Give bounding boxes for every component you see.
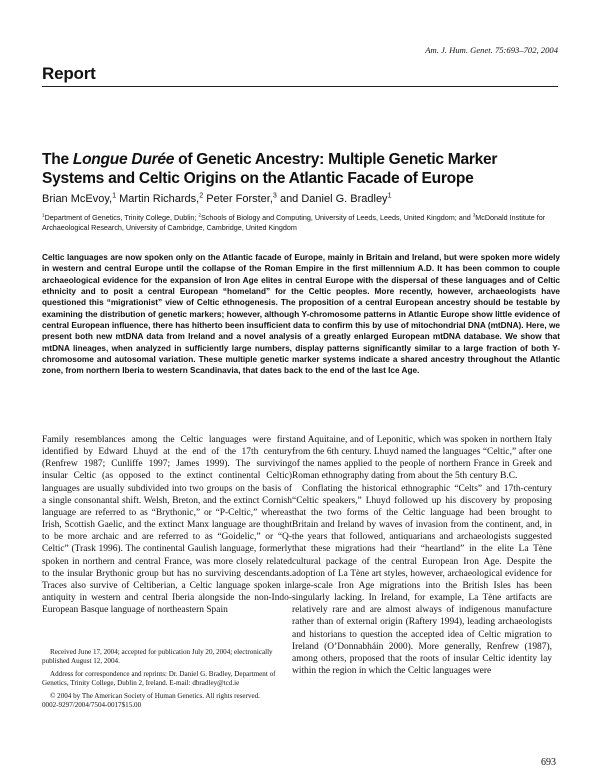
section-label: Report — [42, 64, 96, 83]
affiliation-text: McDonald Institute for Archaeological Research, University of Cambridge, Cambridge, United Kingdom — [42, 213, 546, 232]
author-name: Peter Forster, — [203, 193, 273, 205]
affiliations — [42, 213, 562, 233]
affiliation-mark: 1 — [42, 212, 45, 218]
author-name: Martin Richards, — [116, 193, 200, 205]
author-name: Brian McEvoy, — [42, 193, 113, 205]
title-italic: Longue Durée — [72, 151, 175, 168]
author-name: and Daniel G. Bradley — [276, 193, 388, 205]
body-column-left — [42, 434, 292, 616]
abstract: Celtic languages are now spoken only on the Atlantic facade of Europe, mainly in Britain and Ireland, but were spoken more widely in western and central Europe until the collapse of the Roman Empire in the first millennium A.D. It has been common to couple archaeological evidence for the expansion of Iron Age elites in central Europe with the dispersal of these languages and of Celtic ethnicity and to posit a central European “homeland” for the Celtic peoples. More recently, however, archaeologists have questioned this “migrationist” view of Celtic ethnogenesis. The proposition of a central European ancestry should be testable by examining the distribution of genetic markers; however, although Y-chromosome patterns in Atlantic Europe show little evidence of central European influence, there has hitherto been insufficient data to confirm this by use of mitochondrial DNA (mtDNA). Here, we present both new mtDNA data from Ireland and a novel analysis of a greatly enlarged European mtDNA database. We show that mtDNA lineages, when analyzed in sufficiently large numbers, display patterns significantly similar to a large fraction of both Y-chromosome and autosomal variation. These multiple genetic marker systems indicate a shared ancestry throughout the Atlantic zone, from northern Iberia to western Scandinavia, that dates back to the end of the last Ice Age. — [42, 253, 560, 376]
journal-reference: Am. J. Hum. Genet. 75:693–702, 2004 — [425, 45, 558, 55]
body-paragraph: Family resemblances among the Celtic languages were first identified by Edward Lhuyd at the end of the 17th century (Renfrew 1987; Cunliffe 1997; James 1999). The surviving insular Celtic (as opposed to the extinct continental Celtic) languages are usually subdivided into two groups on the basis of a single consonantal shift. Welsh, Breton, and the extinct Cornish language are referred to as “Brythonic,” or “P-Celtic,” whereas Irish, Scottish Gaelic, and the extinct Manx language are thought to be more archaic and are referred to as “Goidelic,” or “Q-Celtic” (Trask 1996). The continental Gaulish language, formerly spoken in northern and central France, was more closely related to the insular Brythonic group but has no surviving descendants. Traces also survive of Celtiberian, a Celtic language spoken in antiquity in western and central Iberia alongside the non-Indo-European Basque language of northeastern Spain — [42, 435, 292, 616]
affiliation-text: Schools of Biology and Computing, University of Leeds, Leeds, United Kingdom; and — [201, 213, 473, 222]
title-post: of Genetic Ancestry: Multiple Genetic Marker Systems and Celtic Origins on the Atlantic Facade of Europe — [42, 151, 498, 187]
author-affiliation-mark: 3 — [272, 191, 277, 200]
correspondence-note: Address for correspondence and reprints: Dr. Daniel G. Bradley, Department of Genetics, Trinity College, Dublin 2, Ireland. E-mail: dbradley@tcd.ie — [42, 669, 276, 688]
affiliation-text: Department of Genetics, Trinity College, Dublin; — [44, 213, 199, 222]
copyright-note: © 2004 by The American Society of Human Genetics. All rights reserved. — [50, 691, 260, 700]
author-affiliation-mark: 1 — [387, 191, 392, 200]
author-list — [42, 193, 562, 206]
body-column-right — [292, 434, 552, 677]
title-pre: The — [42, 151, 73, 168]
author-affiliation-mark: 1 — [112, 191, 117, 200]
section-divider — [42, 86, 558, 87]
body-paragraph: Conflating the historical ethnographic “Celts” and 17th-century “Celtic speakers,” Lhuyd followed up his discovery by proposing that the two forms of the Celtic language had been brought to Britain and Ireland by waves of invasion from the continent, and, in the years that followed, antiquarians and archaeologists suggested that these migrations had their “heartland” in the elite La Tène cultural package of the central European Iron Age. Despite the adoption of La Tène art styles, however, archaeological evidence for large-scale Iron Age migrations into the British Isles has been singularly lacking. In Ireland, for example, La Tène artifacts are relatively rare and are almost always of indigenous manufacture rather than of external origin (Raftery 1994), leading archaeologists and historians to question the accepted idea of Celtic migration to Ireland (O’Donnabháin 2000). More generally, Renfrew (1987), among others, proposed that the roots of insular Celtic identity lay within the region in which the Celtic languages were — [292, 483, 552, 676]
body-paragraph: and Aquitaine, and of Leponitic, which was spoken in northern Italy from the 6th century. Lhuyd named the languages “Celtic,” after one of the names applied to the people of northern France in Greek and Roman ethnography dating from about the 5th century B.C. — [292, 435, 552, 482]
received-note: Received June 17, 2004; accepted for publication July 20, 2004; electronically published August 12, 2004. — [42, 648, 273, 666]
issn-note: 0002-9297/2004/7504-0017$15.00 — [42, 701, 142, 710]
affiliation-mark: 2 — [198, 212, 201, 218]
footnotes — [42, 648, 282, 710]
page-number: 693 — [541, 757, 556, 768]
affiliation-mark: 3 — [472, 212, 476, 218]
article-title — [42, 150, 562, 188]
author-affiliation-mark: 2 — [199, 191, 204, 200]
